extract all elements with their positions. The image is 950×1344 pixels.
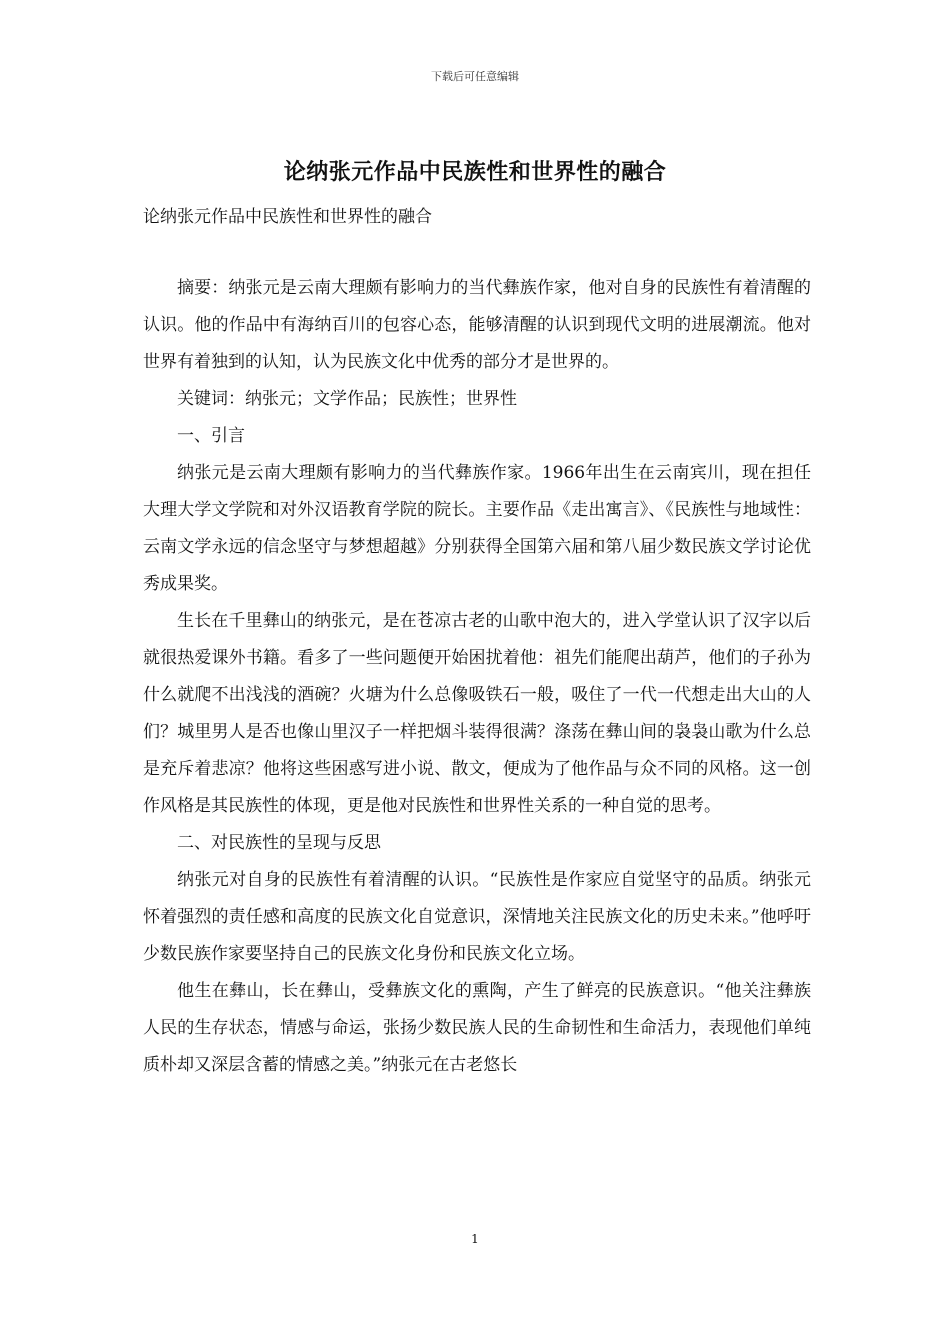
body-paragraph: 纳张元对自身的民族性有着清醒的认识。“民族性是作家应自觉坚守的品质。纳张元怀着强烈的责任感和高度的民族文化自觉意识，深情地关注民族文化的历史未来。”他呼吁少数民族作家要坚持自己的民族文化身份和民族文化立场。 xyxy=(143,870,811,964)
document-title: 论纳张元作品中民族性和世界性的融合 xyxy=(283,159,667,185)
header-note: 下载后可任意编辑 xyxy=(431,70,519,83)
body-paragraph: 纳张元是云南大理颇有影响力的当代彝族作家。1966年出生在云南宾川，现在担任大理大学文学院和对外汉语教育学院的院长。主要作品《走出寓言》、《民族性与地域性：云南文学永远的信念坚守与梦想超越》分别获得全国第六届和第八届少数民族文学讨论优秀成果奖。 xyxy=(143,463,811,594)
page-number: 1 xyxy=(471,1232,479,1246)
document-subtitle: 论纳张元作品中民族性和世界性的融合 xyxy=(143,207,432,227)
abstract-paragraph: 摘要：纳张元是云南大理颇有影响力的当代彝族作家，他对自身的民族性有着清醒的认识。他的作品中有海纳百川的包容心态，能够清醒的认识到现代文明的进展潮流。他对世界有着独到的认知，认为民族文化中优秀的部分才是世界的。 xyxy=(143,278,811,372)
section-heading-ethnicity: 二、对民族性的呈现与反思 xyxy=(177,833,381,853)
body-paragraph: 生长在千里彝山的纳张元，是在苍凉古老的山歌中泡大的，进入学堂认识了汉字以后就很热爱课外书籍。看多了一些问题便开始困扰着他：祖先们能爬出葫芦，他们的子孙为什么就爬不出浅浅的酒碗？火塘为什么总像吸铁石一般，吸住了一代一代想走出大山的人们？城里男人是否也像山里汉子一样把烟斗装得很满？涤荡在彝山间的袅袅山歌为什么总是充斥着悲凉？他将这些困惑写进小说、散文，便成为了他作品与众不同的风格。这一创作风格是其民族性的体现，更是他对民族性和世界性关系的一种自觉的思考。 xyxy=(143,611,811,816)
document-body xyxy=(143,270,811,1084)
section-heading-introduction: 一、引言 xyxy=(177,426,245,446)
keywords-paragraph: 关键词：纳张元；文学作品；民族性；世界性 xyxy=(177,389,517,409)
body-paragraph: 他生在彝山，长在彝山，受彝族文化的熏陶，产生了鲜亮的民族意识。“他关注彝族人民的生存状态，情感与命运，张扬少数民族人民的生命韧性和生命活力，表现他们单纯质朴却又深层含蓄的情感之美。”纳张元在古老悠长 xyxy=(143,981,811,1075)
